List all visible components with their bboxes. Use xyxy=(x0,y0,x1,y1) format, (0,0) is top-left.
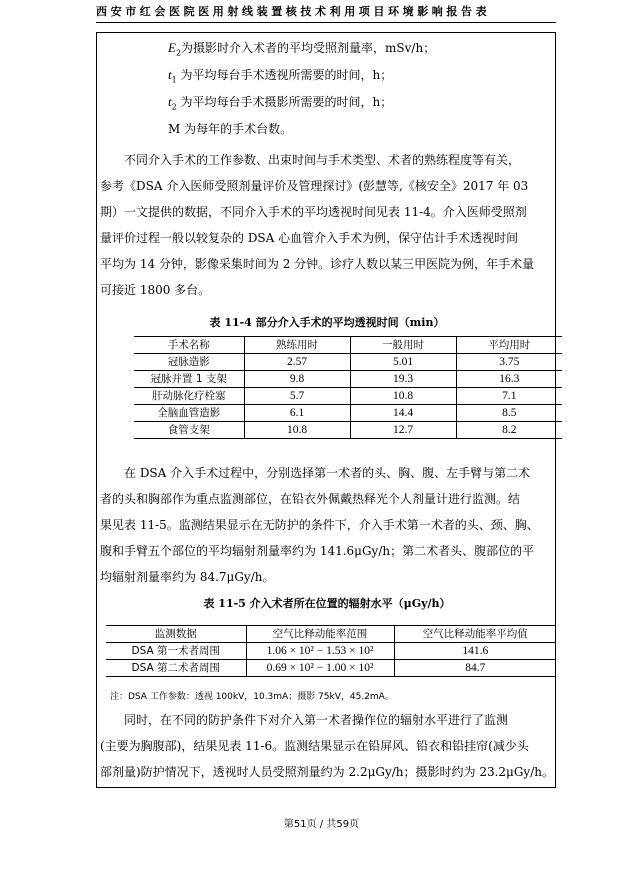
table-row: 冠脉并置 1 支架 9.8 19.3 16.3 xyxy=(134,371,562,388)
table-header: 监测数据 xyxy=(106,626,246,643)
table-11-4 xyxy=(134,336,562,439)
table-row: 全脑血管造影 6.1 14.4 8.5 xyxy=(134,405,562,422)
table-header: 空气比释动能率平均值 xyxy=(394,626,556,643)
table-header: 一般用时 xyxy=(350,337,456,354)
table-header: 手术名称 xyxy=(134,337,244,354)
table-row: 食管支架 10.8 12.7 8.2 xyxy=(134,422,562,439)
paragraph-protection: 同时，在不同的防护条件下对介入第一术者操作位的辐射水平进行了监测 (主要为胸腹部)，结果见表 11-6。监测结果显示在铅屏风、铅衣和铅挂帘(减少头 部剂量)防护情况下，透视时人员受照剂量约为 2.2μGy/h；摄影时约为 23.2μGy/h。 xyxy=(100,713,554,779)
table-row: 冠脉造影 2.57 5.01 3.75 xyxy=(134,354,562,371)
variable-t1: $t_1$ 为平均每台手术透视所需要的时间，h； xyxy=(168,67,393,85)
paragraph-monitoring: 在 DSA 介入手术过程中，分别选择第一术者的头、胸、腹、左手臂与第二术 者的头和胸部作为重点监测部位，在铅衣外佩戴热释光个人剂量计进行监测。结 果见表 11-5。监测结果显示在无防护的条件下，介入手术第一术者的头、颈、胸、 腹和手臂五个部位的平均辐射剂量率约为 141.6μGy/h；第二术者头、腹部位的平 均辐射剂量率约为 84.7μGy/h。 xyxy=(100,466,539,584)
table-11-5-caption: 表 11-5 介入术者所在位置的辐射水平（μGy/h） xyxy=(203,597,451,610)
table-header: 空气比释动能率范围 xyxy=(246,626,394,643)
page-footer: 第51页 / 共59页 xyxy=(283,819,360,830)
table-11-4-caption: 表 11-4 部分介入手术的平均透视时间（min） xyxy=(209,316,445,329)
table-row: DSA 第一术者周围 1.06 × 10² − 1.53 × 10² 141.6 xyxy=(106,643,556,660)
paragraph-fluoroscopy-time: 不同介入手术的工作参数、出束时间与手术类型、术者的熟练程度等有关， 参考《DSA 介入医师受照剂量评价及管理探讨》(彭慧等,《核安全》2017 年 03 期）一文提供的数据，不同介入手术的平均透视时间见表 11-4。介入医师受照剂 量评价过程一般以较复杂的 DSA 心血管介入手术为例，保守估计手术透视时间 平均为 14 分钟，影像采集时间为 2 分钟。诊疗人数以某三甲医院为例，年手术量 可接近 1800 多台。 xyxy=(100,153,535,297)
table-note: 注：DSA 工作参数：透视 100kV，10.3mA；摄影 75kV，45.2mA。 xyxy=(110,692,394,702)
page-header: 西安市红会医院医用射线装置核技术利用项目环境影响报告表 xyxy=(96,4,556,23)
table-11-5 xyxy=(106,625,556,677)
variable-m: M 为每年的手术台数。 xyxy=(168,122,293,136)
table-header: 熟练用时 xyxy=(244,337,350,354)
table-row: DSA 第二术者周围 0.69 × 10² − 1.00 × 10² 84.7 xyxy=(106,660,556,677)
variable-e2: $E_2$为摄影时介入术者的平均受照剂量率，mSv/h； xyxy=(168,40,436,58)
table-row: 肝动脉化疗栓塞 5.7 10.8 7.1 xyxy=(134,388,562,405)
table-header: 平均用时 xyxy=(456,337,562,354)
variable-t2: $t_2$ 为平均每台手术摄影所需要的时间，h； xyxy=(168,94,393,112)
